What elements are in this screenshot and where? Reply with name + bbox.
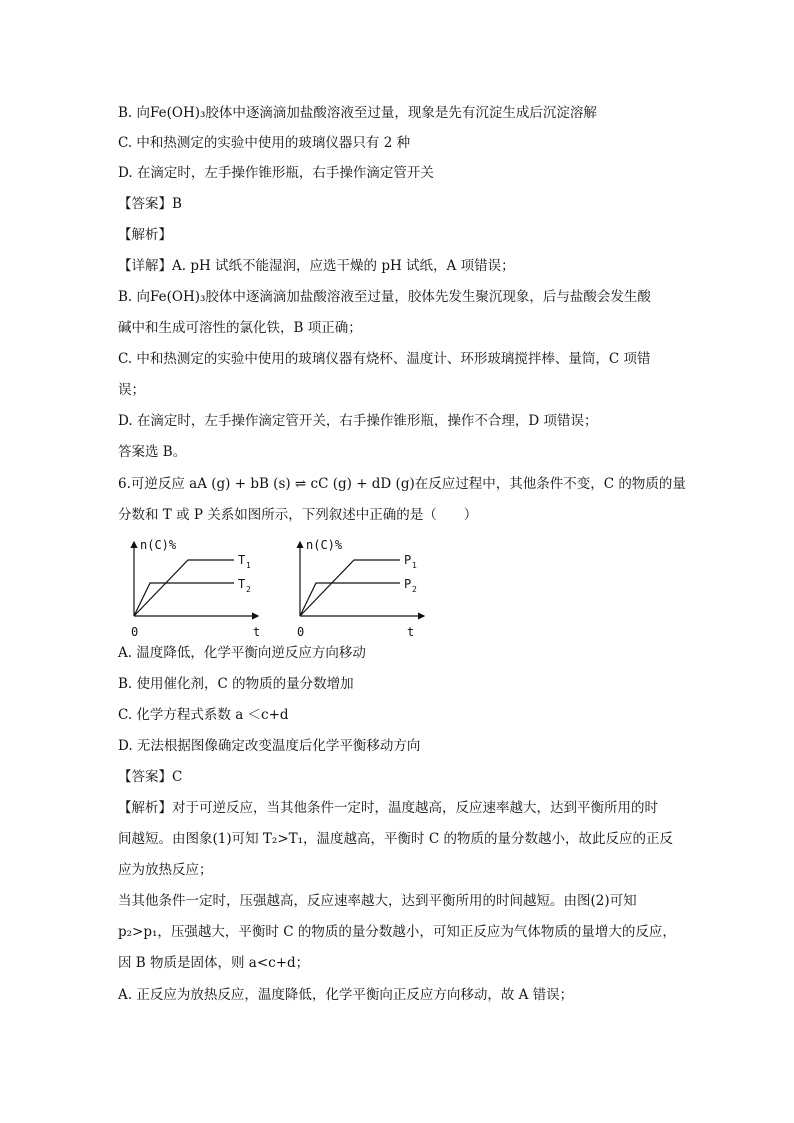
question-6-figure — [118, 536, 448, 640]
curve-label-t1: T — [238, 553, 246, 567]
y-axis-label: n(C)% — [306, 538, 343, 552]
explanation-line: 误； — [118, 382, 145, 398]
curve-label-t1-sub: 1 — [246, 561, 251, 570]
answer-conclusion: 答案选 B。 — [118, 444, 187, 460]
option-d-line: D. 在滴定时，左手操作锥形瓶，右手操作滴定管开关 — [118, 165, 434, 181]
curve-p1 — [300, 560, 400, 616]
right-graph — [297, 538, 424, 639]
curve-label-t2-sub: 2 — [246, 585, 251, 594]
curve-label-p1-sub: 1 — [412, 561, 417, 570]
question-6-stem: 6.可逆反应 aA (g) + bB (s) ⇌ cC (g) + dD (g)在反应过程中，其他条件不变，C 的物质的量 — [118, 476, 686, 492]
graphs-svg — [118, 536, 448, 640]
y-axis-label: n(C)% — [140, 538, 177, 552]
analysis-line: 当其他条件一定时，压强越高，反应速率越大，达到平衡所用的时间越短。由图(2)可知 — [118, 893, 637, 909]
question-6-stem: 分数和 T 或 P 关系如图所示，下列叙述中正确的是（ ） — [118, 507, 478, 523]
option-b-line: B. 向Fe(OH)₃胶体中逐滴滴加盐酸溶液至过量，现象是先有沉淀生成后沉淀溶解 — [118, 105, 597, 121]
explanation-line: D. 在滴定时，左手操作滴定管开关，右手操作锥形瓶，操作不合理，D 项错误； — [118, 413, 598, 429]
option-d-line: D. 无法根据图像确定改变温度后化学平衡移动方向 — [118, 738, 421, 754]
curve-label-t2: T — [238, 577, 246, 591]
x-axis-label: t — [253, 625, 261, 639]
option-c-line: C. 中和热测定的实验中使用的玻璃仪器只有 2 种 — [118, 135, 411, 151]
analysis-line: A. 正反应为放热反应，温度降低，化学平衡向正反应方向移动，故 A 错误； — [118, 987, 574, 1003]
analysis-line: p₂>p₁，压强越大，平衡时 C 的物质的量分数越小，可知正反应为气体物质的量增大的反应， — [118, 924, 676, 940]
curve-p2 — [300, 583, 400, 616]
explanation-line: 【详解】A. pH 试纸不能湿润，应选干燥的 pH 试纸，A 项错误； — [118, 258, 515, 274]
analysis-line: 间越短。由图象(1)可知 T₂>T₁，温度越高，平衡时 C 的物质的量分数越小，故此反应的正反 — [118, 831, 673, 847]
explanation-line: B. 向Fe(OH)₃胶体中逐滴滴加盐酸溶液至过量，胶体先发生聚沉现象，后与盐酸会发生酸 — [118, 289, 651, 305]
explanation-line: C. 中和热测定的实验中使用的玻璃仪器有烧杯、温度计、环形玻璃搅拌棒、量筒，C 项错 — [118, 351, 651, 367]
option-b-line: B. 使用催化剂，C 的物质的量分数增加 — [118, 676, 354, 692]
answer-label: 【答案】B — [118, 196, 182, 212]
analysis-line: 【解析】对于可逆反应，当其他条件一定时，温度越高，反应速率越大，达到平衡所用的时 — [118, 800, 658, 816]
curve-t1 — [134, 560, 234, 616]
analysis-line: 因 B 物质是固体，则 a<c+d； — [118, 955, 310, 971]
curve-label-p2-sub: 2 — [412, 585, 417, 594]
origin-label: 0 — [131, 625, 139, 639]
answer-label: 【答案】C — [118, 769, 183, 785]
option-c-line: C. 化学方程式系数 a ＜c+d — [118, 707, 289, 723]
analysis-label: 【解析】 — [118, 227, 172, 243]
option-a-line: A. 温度降低，化学平衡向逆反应方向移动 — [118, 645, 366, 661]
explanation-line: 碱中和生成可溶性的氯化铁，B 项正确； — [118, 320, 362, 336]
analysis-line: 应为放热反应； — [118, 862, 213, 878]
curve-label-p1: P — [404, 553, 412, 567]
x-axis-label: t — [407, 625, 415, 639]
curve-label-p2: P — [404, 577, 412, 591]
origin-label: 0 — [297, 625, 305, 639]
curve-t2 — [134, 583, 234, 616]
left-graph — [131, 538, 260, 639]
